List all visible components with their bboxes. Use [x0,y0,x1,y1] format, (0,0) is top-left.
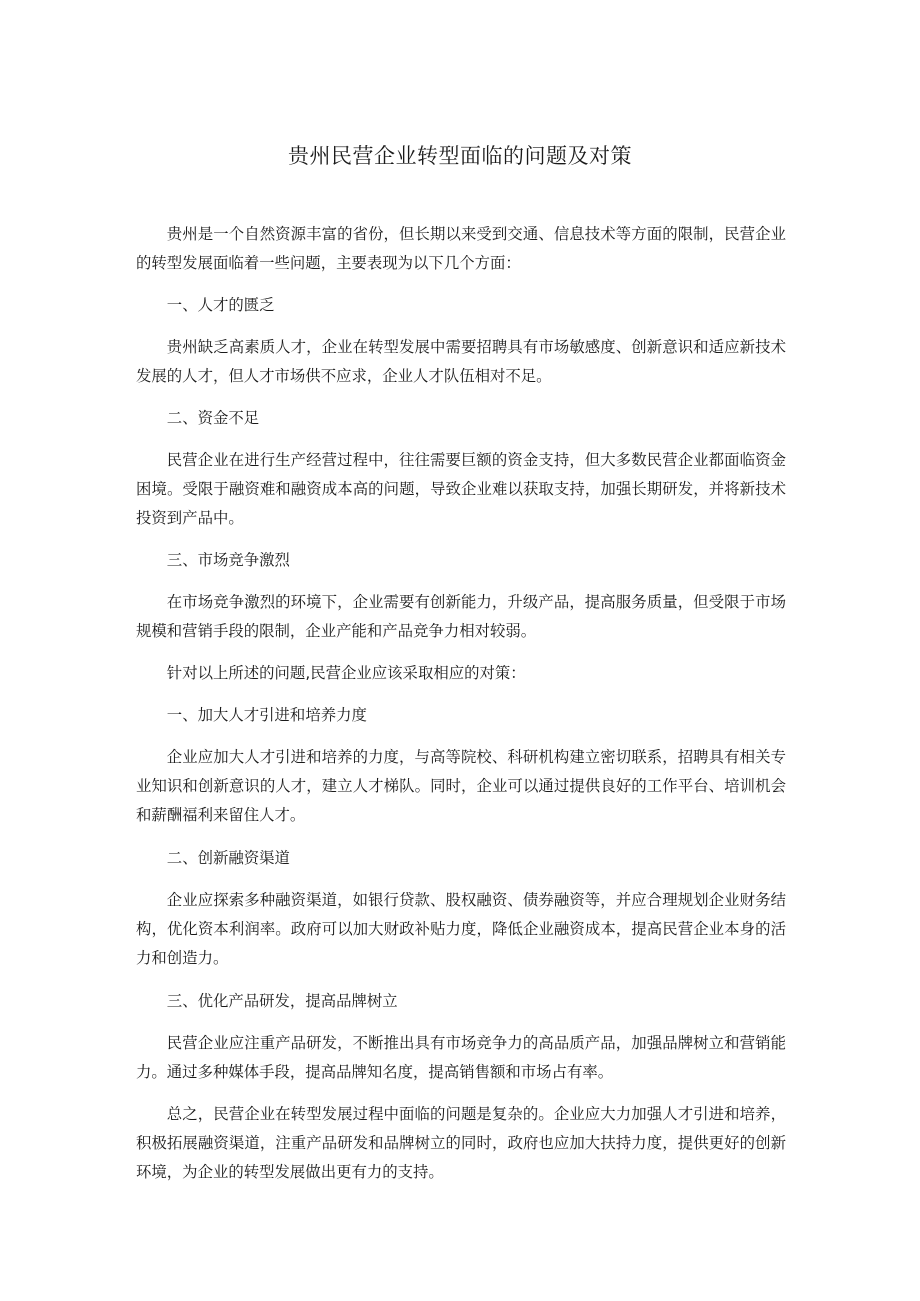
section-heading-talent-shortage: 一、人才的匮乏 [166,296,275,314]
section-heading-insufficient-funds: 二、资金不足 [166,409,260,427]
countermeasures-intro: 针对以上所述的问题,民营企业应该采取相应的对策： [166,664,526,682]
body-paragraph: 企业应加大人才引进和培养的力度，与高等院校、科研机构建立密切联系，招聘具有相关专业知识和创新意识的人才，建立人才梯队。同时，企业可以通过提供良好的工作平台、培训机会和薪酬福利来留住人才。 [136,748,786,824]
body-paragraph: 民营企业在进行生产经营过程中，往往需要巨额的资金支持，但大多数民营企业都面临资金困境。受限于融资难和融资成本高的问题，导致企业难以获取支持，加强长期研发，并将新技术投资到产品中。 [136,451,786,527]
document-title: 贵州民营企业转型面临的问题及对策 [288,144,632,168]
section-heading-financing-channels: 二、创新融资渠道 [166,849,290,867]
body-paragraph: 民营企业应注重产品研发，不断推出具有市场竞争力的高品质产品，加强品牌树立和营销能力。通过多种媒体手段，提高品牌知名度，提高销售额和市场占有率。 [136,1034,786,1081]
intro-paragraph: 贵州是一个自然资源丰富的省份，但长期以来受到交通、信息技术等方面的限制，民营企业的转型发展面临着一些问题，主要表现为以下几个方面： [136,225,786,272]
body-paragraph: 贵州缺乏高素质人才，企业在转型发展中需要招聘具有市场敏感度、创新意识和适应新技术发展的人才，但人才市场供不应求，企业人才队伍相对不足。 [136,338,786,385]
body-paragraph: 在市场竞争激烈的环境下，企业需要有创新能力，升级产品，提高服务质量，但受限于市场规模和营销手段的限制，企业产能和产品竞争力相对较弱。 [136,593,786,640]
conclusion-paragraph: 总之，民营企业在转型发展过程中面临的问题是复杂的。企业应大力加强人才引进和培养，积极拓展融资渠道，注重产品研发和品牌树立的同时，政府也应加大扶持力度，提供更好的创新环境，为企业的转型发展做出更有力的支持。 [136,1105,786,1181]
body-paragraph: 企业应探索多种融资渠道，如银行贷款、股权融资、债券融资等，并应合理规划企业财务结构，优化资本利润率。政府可以加大财政补贴力度，降低企业融资成本，提高民营企业本身的活力和创造力。 [136,891,786,967]
section-heading-product-brand: 三、优化产品研发，提高品牌树立 [166,992,398,1010]
section-heading-market-competition: 三、市场竞争激烈 [166,551,290,569]
document-body [136,220,786,1187]
section-heading-talent-recruitment: 一、加大人才引进和培养力度 [166,706,367,724]
